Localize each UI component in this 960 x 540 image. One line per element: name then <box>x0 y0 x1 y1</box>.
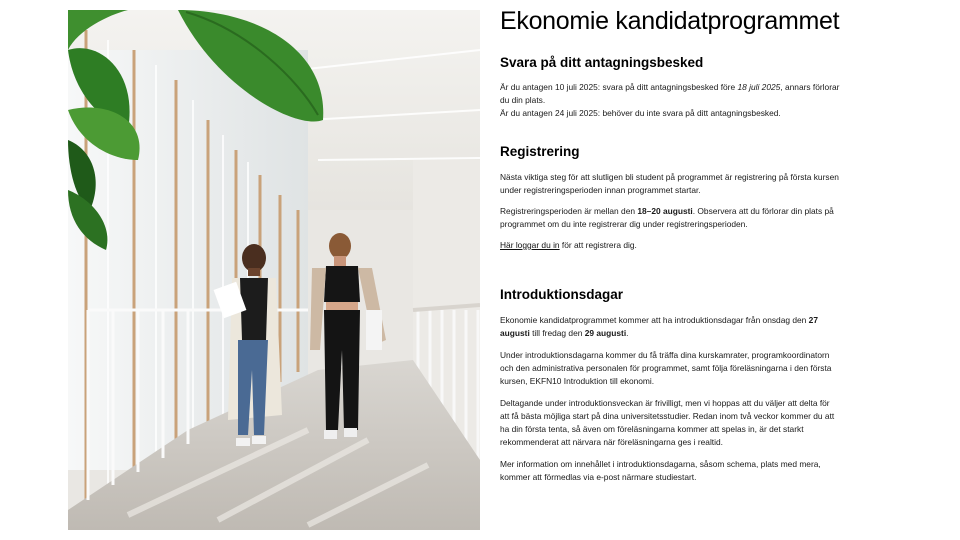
hero-photo <box>68 10 480 530</box>
intro-p1-mid: till fredag den <box>529 328 585 338</box>
intro-start-date: 27 augusti <box>500 315 818 338</box>
intro-p2: Under introduktionsdagarna kommer du få träffa dina kurskamrater, programkoordinatorn och den administrativa personalen för programmet, samt följa föreläsningarna i den första kursen, EKFN10 Introduktion till ekonomi. <box>500 350 832 386</box>
main-content <box>500 6 840 482</box>
registration-section <box>500 143 840 252</box>
answer-line1-post: , annars förlorar du din plats. <box>500 82 840 105</box>
answer-text <box>500 81 840 120</box>
intro-p1-pre: Ekonomie kandidatprogrammet kommer att ha introduktionsdagar från onsdag den <box>500 315 809 325</box>
intro-p1 <box>500 314 840 340</box>
login-link[interactable]: Här loggar du in <box>500 240 560 250</box>
intro-p4: Mer information om innehållet i introduktionsdagarna, såsom schema, plats med mera, kommer att förmedlas via e-post närmare studiestart. <box>500 459 821 482</box>
answer-deadline: 18 juli 2025 <box>737 82 781 92</box>
registration-p2 <box>500 205 840 231</box>
answer-heading: Svara på ditt antagningsbesked <box>500 55 704 70</box>
answer-line2: Är du antagen 24 juli 2025: behöver du inte svara på ditt antagningsbesked. <box>500 108 781 118</box>
registration-heading: Registrering <box>500 144 580 159</box>
intro-heading: Introduktionsdagar <box>500 287 624 302</box>
intro-p1-post: . <box>626 328 629 338</box>
intro-end-date: 29 augusti <box>584 328 627 338</box>
registration-period: 18–20 augusti <box>637 206 693 216</box>
corridor-illustration <box>68 10 480 530</box>
page-title: Ekonomie kandidatprogrammet <box>500 7 840 35</box>
login-text: för att registrera dig. <box>559 240 637 250</box>
intro-p3: Deltagande under introduktionsveckan är frivilligt, men vi hoppas att du väljer att delta för att få bästa möjliga start på dina universitetsstudier. Redan inom två veckor kommer du att ha din första tenta, så även om föreläsningarna kommer att spelas in, är det starkt rekommenderat att närvara när föreläsningarna ges i realtid. <box>500 398 835 447</box>
registration-p2-post: . Observera att du förlorar din plats på programmet om du inte registrerar dig under registreringsperioden. <box>500 206 834 229</box>
intro-section <box>500 286 840 484</box>
answer-line1-pre: Är du antagen 10 juli 2025: svara på ditt antagningsbesked före <box>500 82 738 92</box>
answer-section <box>500 54 840 120</box>
registration-p1: Nästa viktiga steg för att slutligen bli student på programmet är registrering på första kursen under registreringsperioden innan programmet startar. <box>500 172 839 195</box>
registration-login <box>500 239 840 252</box>
registration-p2-pre: Registreringsperioden är mellan den <box>500 206 638 216</box>
